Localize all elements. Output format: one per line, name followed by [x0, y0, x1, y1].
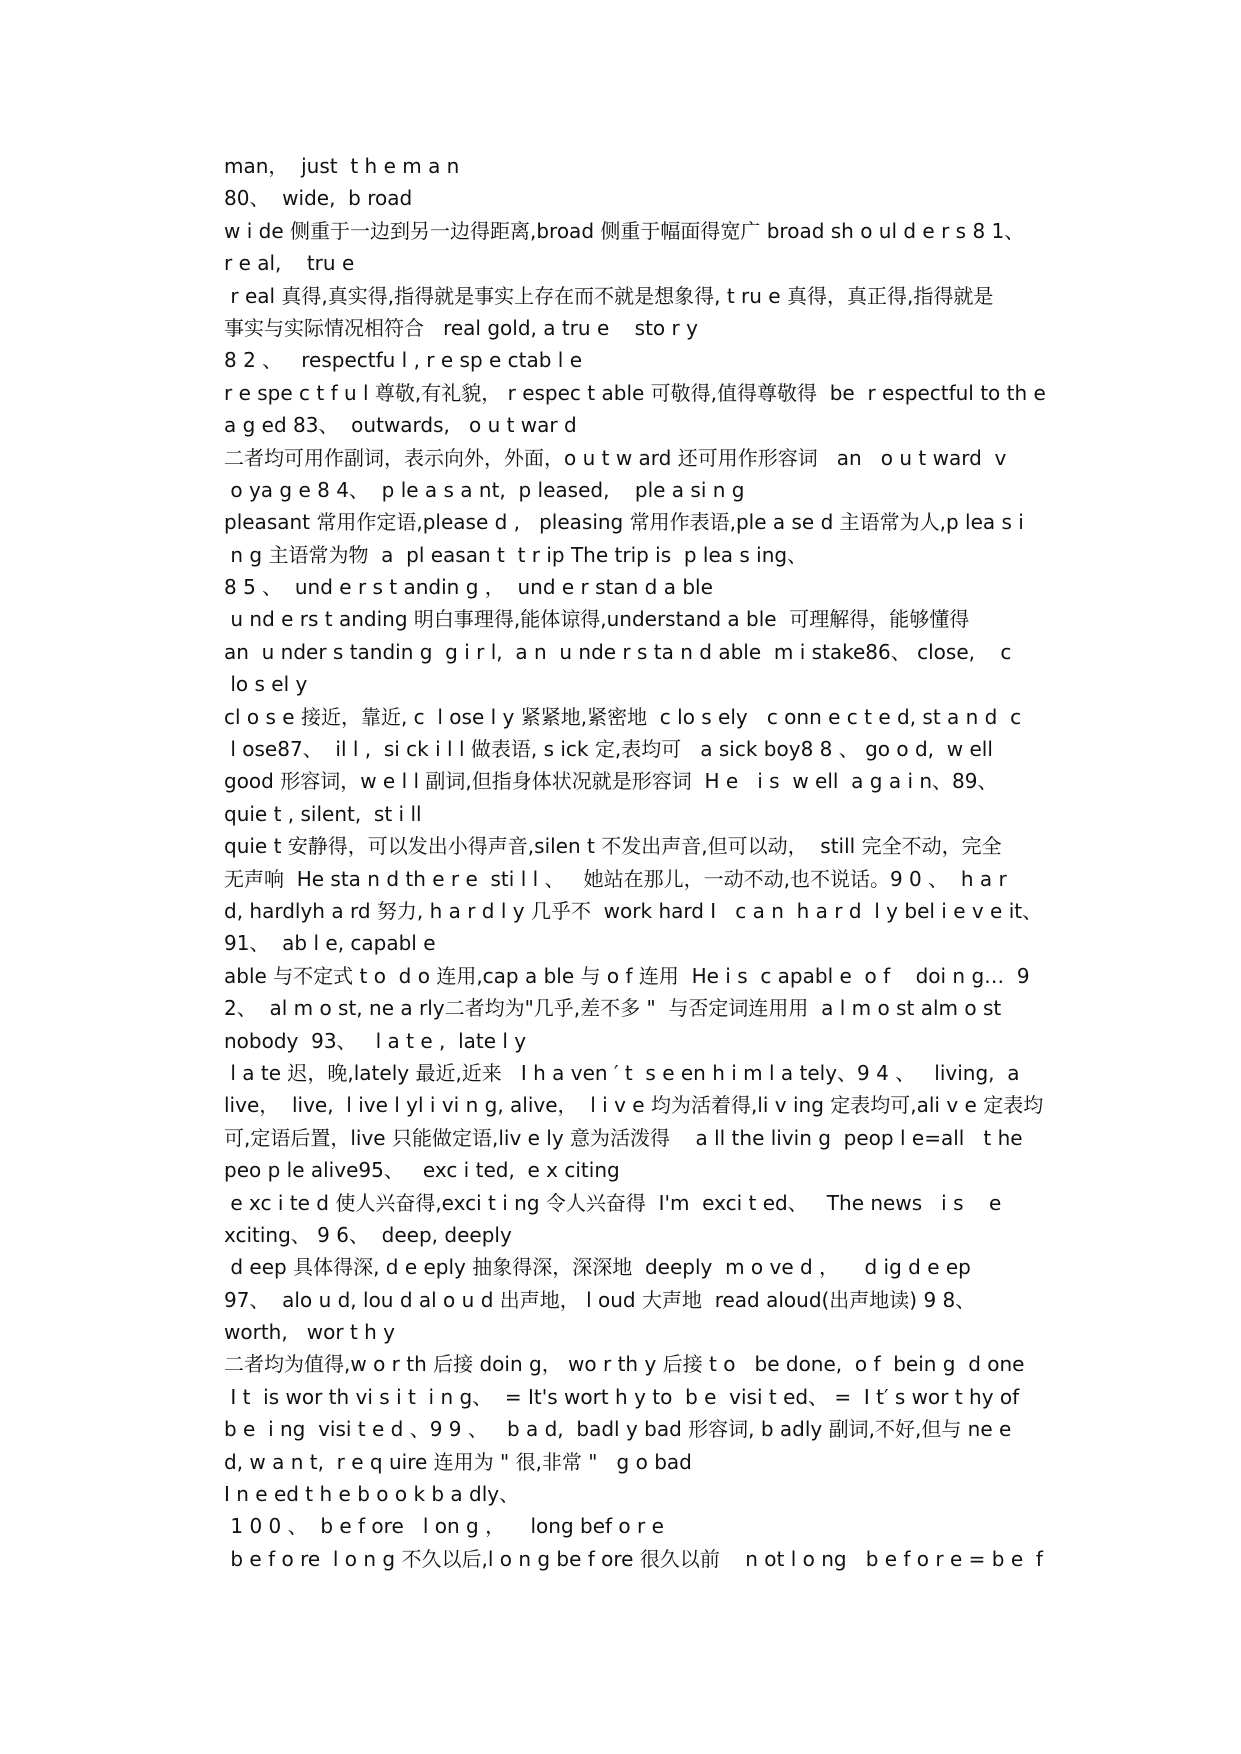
- text-line: quie t , silent, st i ll: [224, 801, 422, 826]
- text-line: 二者均为值得,w o r th 后接 doin g， wo r th y 后接 t o be done, o f bein g d one: [224, 1352, 1025, 1377]
- text-line: 80、 wide, b road: [224, 186, 413, 211]
- text-line: a g ed 83、 outwards, o u t war d: [224, 413, 577, 438]
- text-line: 二者均可用作副词，表示向外，外面，o u t w ard 还可用作形容词 an o u t ward v: [224, 445, 1007, 470]
- text-line: 8 2 、 respectfu l , r e sp e ctab l e: [224, 348, 583, 373]
- text-line: w i de 侧重于一边到另一边得距离,broad 侧重于幅面得宽广 broad sh o ul d e r s 8 1、: [224, 218, 1025, 243]
- text-line: r e al, tru e: [224, 251, 355, 276]
- text-line: pleasant 常用作定语,please d , pleasing 常用作表语,ple a se d 主语常为人,p lea s i: [224, 510, 1024, 535]
- text-line: 2、 al m o st, ne a rly二者均为"几乎,差不多 " 与否定词连用用 a l m o st alm o st: [224, 996, 1002, 1021]
- text-line: 1 0 0 、 b e f ore l on g ， long bef o r e: [224, 1514, 664, 1539]
- text-line: 97、 alo u d, lou d al o u d 出声地， l oud 大声地 read aloud(出声地读) 9 8、: [224, 1287, 976, 1312]
- text-line: worth, wor t h y: [224, 1320, 396, 1345]
- text-line: peo p le alive95、 exc i ted, e x citing: [224, 1158, 620, 1183]
- text-line: nobody 93、 l a t e , late l y: [224, 1028, 527, 1053]
- text-line: e xc i te d 使人兴奋得,exci t i ng 令人兴奋得 I'm exci t ed、 The news i s e: [224, 1190, 1002, 1215]
- document-body: [224, 150, 1054, 1575]
- text-line: 91、 ab l e, capabl e: [224, 931, 436, 956]
- text-line: d, w a n t, r e q uire 连用为 " 很,非常 " g o bad: [224, 1449, 692, 1474]
- text-line: n g 主语常为物 a pl easan t t r ip The trip is p lea s ing、: [224, 542, 808, 567]
- text-line: good 形容词，w e l l 副词,但指身体状况就是形容词 H e i s w ell a g a i n、89、: [224, 769, 998, 794]
- text-line: I n e ed t h e b o o k b a dly、: [224, 1482, 520, 1507]
- text-line: live， live, l ive l yl i vi n g, alive， l i v e 均为活着得,li v ing 定表均可,ali v e 定表均: [224, 1093, 1044, 1118]
- text-line: able 与不定式 t o d o 连用,cap a ble 与 o f 连用 He i s c apabl e o f doi n g… 9: [224, 963, 1030, 988]
- text-line: l ose87、 il l , si ck i l l 做表语, s ick 定,表均可 a sick boy8 8 、 go o d, w ell: [224, 737, 993, 762]
- text-line: man， just t h e m a n: [224, 154, 460, 178]
- text-line: d eep 具体得深, d e eply 抽象得深，深深地 deeply m o ve d ， d ig d e ep: [224, 1255, 971, 1280]
- text-line: quie t 安静得，可以发出小得声音,silen t 不发出声音,但可以动， still 完全不动，完全: [224, 834, 1002, 859]
- text-line: an u nder s tandin g g i r l, a n u nde r s ta n d able m i stake86、 close, c: [224, 639, 1012, 664]
- text-line: 无声响 He sta n d th e r e sti l l 、 她站在那儿，一动不动,也不说话。9 0 、 h a r: [224, 866, 1007, 891]
- text-line: 8 5 、 und e r s t andin g ， und e r stan d a ble: [224, 575, 713, 600]
- text-line: lo s el y: [224, 672, 308, 697]
- text-line: 事实与实际情况相符合 real gold, a tru e sto r y: [224, 315, 698, 340]
- text-line: b e i ng visi t e d 、9 9 、 b a d, badl y bad 形容词, b adly 副词,不好,但与 ne e: [224, 1417, 1012, 1442]
- text-line: l a te 迟，晚,lately 最近,近来 I h a ven ′ t s e en h i m l a tely、9 4 、 living, a: [224, 1060, 1020, 1085]
- text-line: b e f o re l o n g 不久以后,l o n g be f ore 很久以前 n ot l o ng b e f o r e = b e f: [224, 1546, 1043, 1571]
- text-line: r eal 真得,真实得,指得就是事实上存在而不就是想象得, t ru e 真得，真正得,指得就是: [224, 283, 994, 308]
- text-line: u nd e rs t anding 明白事理得,能体谅得,understand a ble 可理解得，能够懂得: [224, 607, 970, 632]
- text-line: I t is wor th vi s i t i n g、 = It's wort h y to b e visi t ed、 = I t′ s wor t hy of: [224, 1384, 1020, 1409]
- text-line: o ya g e 8 4、 p le a s a nt, p leased, ple a si n g: [224, 477, 745, 502]
- text-line: xciting、 9 6、 deep, deeply: [224, 1222, 512, 1247]
- text-line: r e spe c t f u l 尊敬,有礼貌， r espec t able 可敬得,值得尊敬得 be r espectful to th e: [224, 380, 1046, 405]
- text-line: d, hardlyh a rd 努力, h a r d l y 几乎不 work hard I c a n h a r d l y bel i e v e it、: [224, 898, 1043, 923]
- text-line: cl o s e 接近，靠近, c l ose l y 紧紧地,紧密地 c lo s ely c onn e c t e d, st a n d c: [224, 704, 1022, 729]
- text-line: 可,定语后置，live 只能做定语,liv e ly 意为活泼得 a ll the livin g peop l e=all t he: [224, 1125, 1023, 1150]
